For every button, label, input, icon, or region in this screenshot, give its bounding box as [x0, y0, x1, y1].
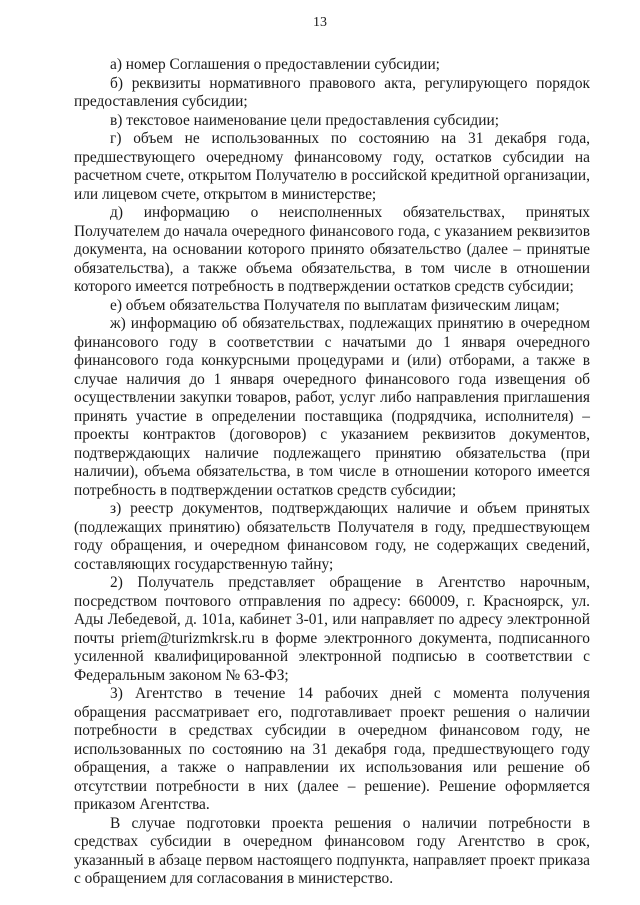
paragraph-item-2: 2) Получатель представляет обращение в Агентство нарочным, посредством почтового отправления по адресу: 660009, г. Красноярск, ул. Ады Лебедевой, д. 101а, кабинет 3-01, или направляет по адресу электронной почты priem@turizmkrsk.ru в форме электронного документа, подписанного усиленной квалифицированной электронной подписью в соответствии с Федеральным законом № 63-ФЗ; — [74, 574, 590, 684]
page-number: 13 — [313, 15, 327, 30]
document-body — [74, 56, 590, 889]
paragraph-z: з) реестр документов, подтверждающих наличие и объем принятых (подлежащих принятию) обязательств Получателя в году, предшествующем году обращения, и очередном финансовом году, не содержащих сведений, составляющих государственную тайну; — [74, 500, 590, 573]
paragraph-a: а) номер Соглашения о предоставлении субсидии; — [110, 56, 440, 73]
paragraph-b: б) реквизиты нормативного правового акта, регулирующего порядок предоставления субсидии; — [74, 74, 590, 110]
paragraph-item-3: 3) Агентство в течение 14 рабочих дней с момента получения обращения рассматривает его, подготавливает проект решения о наличии потребности в средствах субсидии в очередном финансовом году, не использованных по состоянию на 31 декабря года, предшествующего году обращения, а также о направлении их использования или решение об отсутствии потребности в них (далее – решение). Решение оформляется приказом Агентства. — [74, 685, 590, 813]
paragraph-approval: В случае подготовки проекта решения о наличии потребности в средствах субсидии в очередном финансовом году Агентство в срок, указанный в абзаце первом настоящего подпункта, направляет проект приказа с обращением для согласования в министерство. — [74, 814, 590, 887]
paragraph-e: е) объем обязательства Получателя по выплатам физическим лицам; — [110, 296, 560, 314]
paragraph-d: д) информацию о неисполненных обязательствах, принятых Получателем до начала очередного финансового года, с указанием реквизитов документа, на основании которого принято обязательство (далее – принятые обязательства), а также объема обязательства, в том числе в отношении которого имеется потребность в подтверждении остатков средств субсидии; — [74, 204, 590, 295]
paragraph-zh: ж) информацию об обязательствах, подлежащих принятию в очередном финансового году в соответствии с начатыми до 1 января очередного финансового года конкурсными процедурами и (или) отборами, а также в случае наличия до 1 января очередного финансового года извещения об осуществлении закупки товаров, работ, услуг либо направления приглашения принять участие в определении поставщика (подрядчика, исполнителя) – проекты контрактов (договоров) с указанием реквизитов документов, подтверждающих наличие подлежащего принятию обязательства (при наличии), объема обязательства, в том числе в отношении которого имеется потребность в подтверждении остатков средств субсидии; — [74, 315, 590, 499]
paragraph-g: г) объем не использованных по состоянию на 31 декабря года, предшествующего очередному финансовому году, остатков субсидии на расчетном счете, открытом Получателю в российской кредитной организации, или лицевом счете, открытом в министерстве; — [74, 130, 590, 203]
paragraph-v: в) текстовое наименование цели предоставления субсидии; — [110, 111, 499, 129]
